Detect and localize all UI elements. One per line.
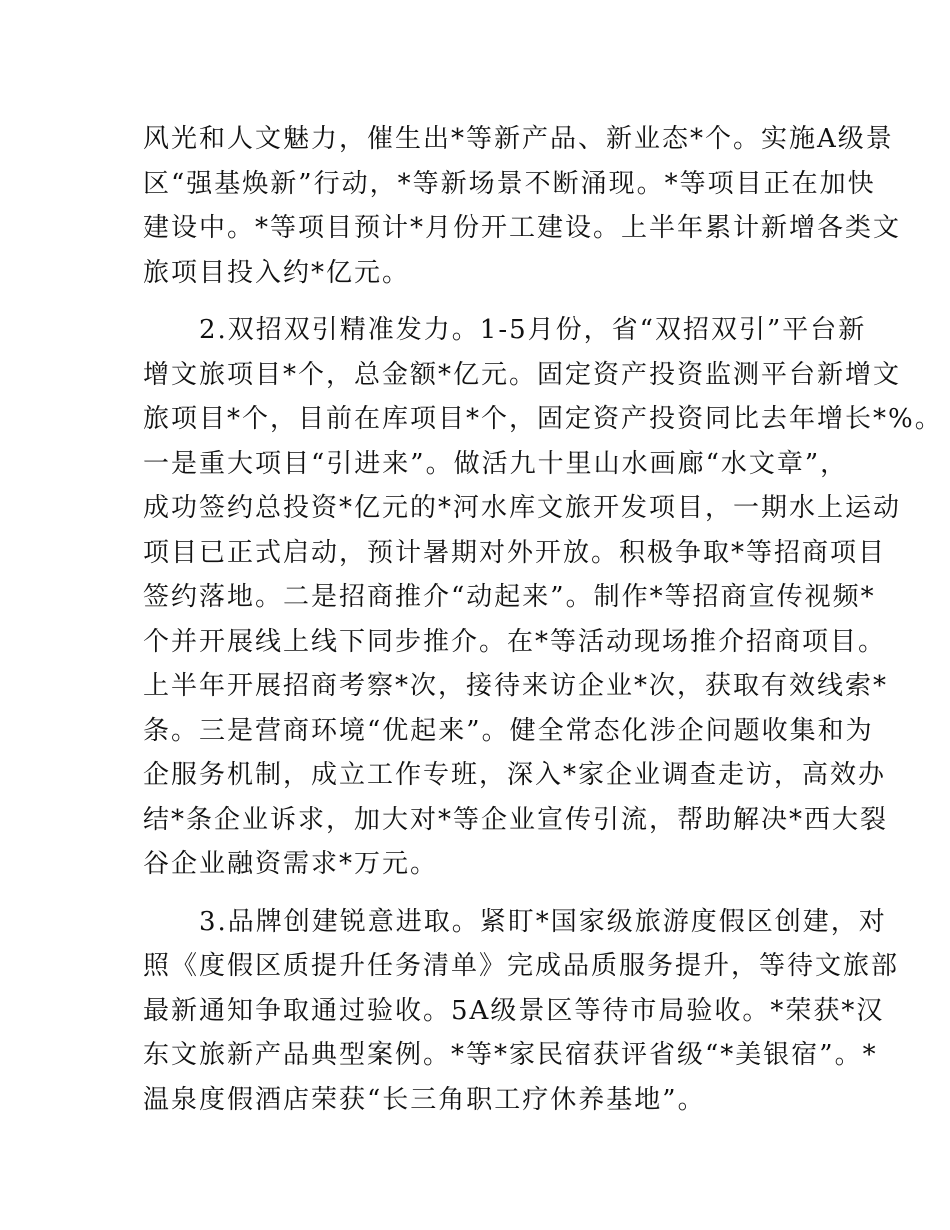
text-line: 最新通知争取通过验收。5A级景区等待市局验收。*荣获*汉 [143,995,885,1026]
text-line: 3.品牌创建锐意进取。紧盯*国家级旅游度假区创建，对 [143,906,887,937]
text-line: 旅项目投入约*亿元。 [143,257,411,288]
text-line: 一是重大项目“引进来”。做活九十里山水画廊“水文章”， [143,448,849,479]
text-line: 条。三是营商环境“优起来”。健全常态化涉企问题收集和为 [143,715,874,746]
text-line: 旅项目*个，目前在库项目*个，固定资产投资同比去年增长*%。 [143,404,943,434]
text-line: 照《度假区质提升任务清单》完成品质服务提升，等待文旅部 [143,951,900,981]
paragraph-spacing [143,887,811,900]
text-line: 东文旅新产品典型案例。*等*家民宿获评省级“*美银宿”。* [143,1040,878,1070]
paragraph-1 [143,117,902,295]
text-line: 结*条企业诉求，加大对*等企业宣传引流，帮助解决*西大裂 [143,804,889,835]
text-line: 增文旅项目*个，总金额*亿元。固定资产投资监测平台新增文 [143,359,902,390]
document-body [143,117,943,1122]
paragraph-3 [143,900,900,1123]
text-line: 成功签约总投资*亿元的*河水库文旅开发项目，一期水上运动 [143,493,902,523]
text-line: 建设中。*等项目预计*月份开工建设。上半年累计新增各类文 [143,213,902,243]
text-line: 风光和人文魅力，催生出*等新产品、新业态*个。实施A级景 [143,124,894,154]
text-line: 签约落地。二是招商推介“动起来”。制作*等招商宣传视频* [143,582,876,612]
text-line: 谷企业融资需求*万元。 [143,849,439,879]
text-line: 企服务机制，成立工作专班，深入*家企业调查走访，高效办 [143,760,887,790]
text-line: 上半年开展招商考察*次，接待来访企业*次，获取有效线索* [143,671,889,701]
text-line: 2.双招双引精准发力。1-5月份，省“双招双引”平台新 [143,315,867,345]
text-line: 项目已正式启动，预计暑期对外开放。积极争取*等招商项目 [143,537,887,568]
text-line: 个并开展线上线下同步推介。在*等活动现场推介招商项目。 [143,626,887,657]
text-line: 区“强基焕新”行动，*等新场景不断涌现。*等项目正在加快 [143,168,876,199]
text-line: 温泉度假酒店荣获“长三角职工疗休养基地”。 [143,1084,706,1115]
paragraph-spacing [143,295,811,308]
paragraph-2 [143,308,943,887]
